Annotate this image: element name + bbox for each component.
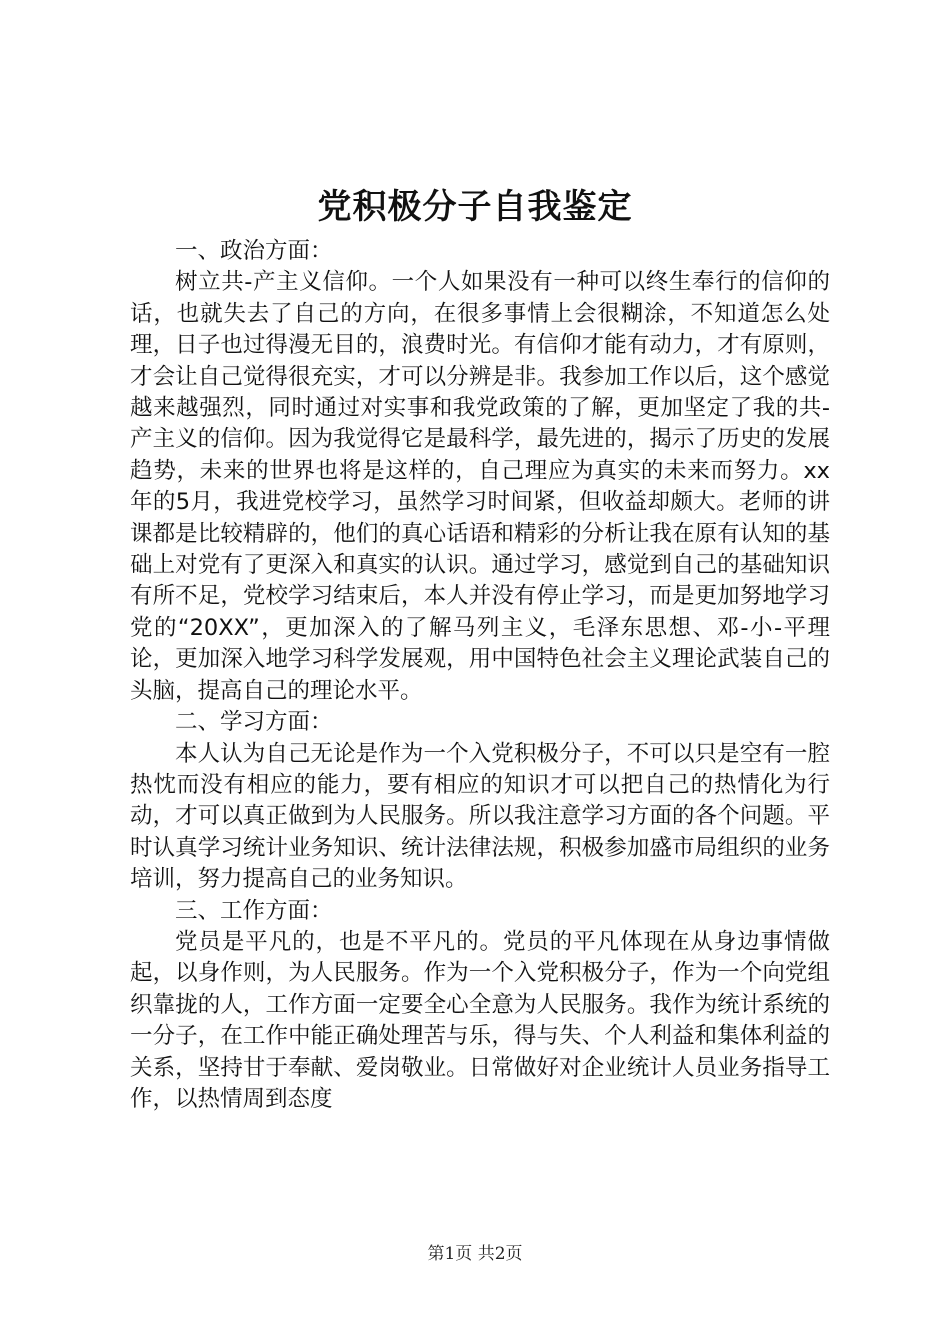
section-heading-study: 二、学习方面： <box>175 709 333 736</box>
section-heading-politics: 一、政治方面： <box>175 238 333 264</box>
document-title: 党积极分子自我鉴定 <box>317 187 633 227</box>
section-paragraph-politics: 树立共-产主义信仰。一个人如果没有一种可以终生奉行的信仰的话，也就失去了自己的方向，在很多事情上会很糊涂，不知道怎么处理，日子也过得漫无目的，浪费时光。有信仰才能有动力，才有原则，才会让自己觉得很充实，才可以分辨是非。我参加工作以后，这个感觉越来越强烈，同时通过对实事和我党政策的了解，更加坚定了我的共-产主义的信仰。因为我觉得它是最科学，最先进的，揭示了历史的发展趋势，未来的世界也将是这样的，自己理应为真实的未来而努力。xx年的5月，我进党校学习，虽然学习时间紧，但收益却颇大。老师的讲课都是比较精辟的，他们的真心话语和精彩的分析让我在原有认知的基础上对党有了更深入和真实的认识。通过学习，感觉到自己的基础知识有所不足，党校学习结束后，本人并没有停止学习，而是更加努地学习党的“20XX”，更加深入的了解马列主义，毛泽东思想、邓-小-平理论，更加深入地学习科学发展观，用中国特色社会主义理论武装自己的头脑，提高自己的理论水平。 <box>130 269 830 704</box>
section-paragraph-work: 党员是平凡的，也是不平凡的。党员的平凡体现在从身边事情做起，以身作则，为人民服务。作为一个入党积极分子，作为一个向党组织靠拢的人，工作方面一定要全心全意为人民服务。我作为统计系统的一分子，在工作中能正确处理苦与乐，得与失、个人利益和集体利益的关系，坚持甘于奉献、爱岗敬业。日常做好对企业统计人员业务指导工作，以热情周到态度 <box>130 928 830 1112</box>
document-body <box>130 236 830 1115</box>
page-number-footer: 第1页 共2页 <box>427 1244 523 1264</box>
section-paragraph-study: 本人认为自己无论是作为一个入党积极分子，不可以只是空有一腔热忱而没有相应的能力，要有相应的知识才可以把自己的热情化为行动，才可以真正做到为人民服务。所以我注意学习方面的各个问题。平时认真学习统计业务知识、统计法律法规，积极参加盛市局组织的业务培训，努力提高自己的业务知识。 <box>130 740 830 893</box>
section-heading-work: 三、工作方面： <box>175 897 333 924</box>
